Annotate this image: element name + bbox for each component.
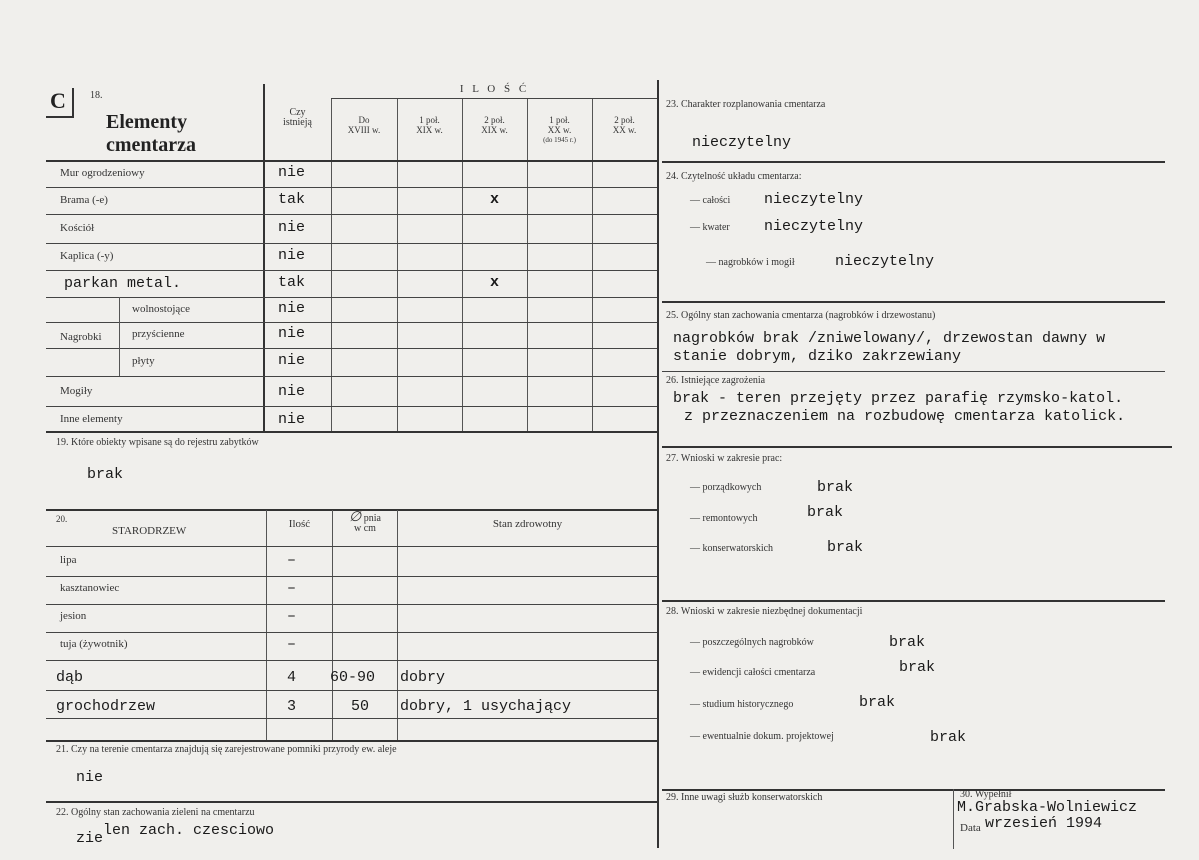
- element-row-label: Kaplica (-y): [60, 249, 114, 262]
- s30-name: M.Grabska-Wolniewicz: [957, 799, 1138, 816]
- s27-row-value: brak: [827, 539, 864, 556]
- period-line-2: XIX w.: [481, 125, 508, 135]
- ilosc-rule: [331, 98, 657, 99]
- row-rule: [46, 406, 657, 407]
- s20-health-header: Stan zdrowotny: [492, 518, 563, 530]
- period-line-1: 2 poł.: [484, 115, 505, 125]
- tree-qty: –: [287, 552, 297, 569]
- s28-row-value: brak: [930, 729, 967, 746]
- element-exists-value: tak: [278, 190, 306, 208]
- period-line-2: XX w.: [547, 125, 572, 135]
- row-rule: [46, 718, 657, 719]
- element-row-label: Mur ogrodzeniowy: [60, 166, 145, 179]
- s25-line1: nagrobków brak /zniwelowany/, drzewostan dawny w: [673, 330, 1106, 347]
- period-header: [331, 115, 397, 135]
- s20-number: 20.: [56, 514, 68, 524]
- tree-diameter: 60-90: [330, 669, 376, 686]
- rule: [46, 801, 657, 803]
- row-rule: [46, 243, 657, 244]
- tree-name: jesion: [60, 610, 87, 622]
- section-number: 18.: [90, 90, 103, 101]
- element-row-label: Kościół: [60, 221, 95, 234]
- tree-name: lipa: [60, 554, 77, 566]
- row-rule: [46, 214, 657, 215]
- col-divider: [527, 98, 528, 431]
- s19-label: 19. Które obiekty wpisane są do rejestru zabytków: [56, 437, 259, 448]
- s27-row-label: — porządkowych: [690, 482, 762, 493]
- nagrobki-exists-value: nie: [278, 299, 306, 317]
- period-line-1: 2 poł.: [614, 115, 635, 125]
- period-line-2: XX w.: [612, 125, 637, 135]
- s24-label: 24. Czytelność układu cmentarza:: [666, 171, 802, 182]
- s24-row-value: nieczytelny: [835, 253, 935, 270]
- rule: [662, 161, 1165, 163]
- s23-label: 23. Charakter rozplanowania cmentarza: [666, 99, 826, 110]
- col-divider: [266, 510, 267, 740]
- s28-row-value: brak: [859, 694, 896, 711]
- period-line-1: 1 poł.: [549, 115, 570, 125]
- s20-diam-header: [334, 510, 396, 534]
- s30-date: wrzesień 1994: [985, 815, 1103, 832]
- nagrobki-row-label: przyścienne: [132, 328, 185, 340]
- rule: [662, 301, 1165, 303]
- period-header: [527, 115, 592, 145]
- s28-row-value: brak: [899, 659, 936, 676]
- s19-value: brak: [87, 466, 124, 483]
- s24-row-label: — całości: [690, 195, 731, 206]
- s30-label: 30. Wypełnił: [960, 789, 1012, 800]
- row-rule: [46, 348, 657, 349]
- s24-row-label: — nagrobków i mogił: [706, 257, 795, 268]
- tree-health: dobry: [400, 669, 446, 686]
- s28-row-label: — ewentualnie dokum. projektowej: [690, 731, 834, 742]
- s28-row-label: — studium historycznego: [690, 699, 794, 710]
- tree-qty: –: [287, 636, 297, 653]
- col-divider: [332, 510, 333, 740]
- rule: [46, 740, 657, 742]
- row-rule: [46, 297, 657, 298]
- s20-diam-1: pnia: [363, 513, 381, 524]
- row-rule: [46, 187, 657, 188]
- tree-qty: 3: [287, 698, 297, 715]
- s26-line2: z przeznaczeniem na rozbudowę cmentarza katolick.: [684, 408, 1126, 425]
- element-exists-value: nie: [278, 246, 306, 264]
- s21-label: 21. Czy na terenie cmentarza znajdują się zarejestrowane pomniki przyrody ew. aleje: [56, 744, 397, 755]
- nagrobki-row-label: płyty: [132, 355, 155, 367]
- element-row-label: Inne elementy: [60, 412, 123, 425]
- period-line-2: XVIII w.: [347, 125, 381, 135]
- element-exists-value: nie: [278, 410, 306, 428]
- exists-header-1: Czy: [289, 107, 306, 118]
- s27-row-label: — remontowych: [690, 513, 758, 524]
- period-line-1: Do: [358, 115, 370, 125]
- s22-value-a: zie: [76, 830, 104, 847]
- row-rule: [46, 160, 657, 162]
- s25-label: 25. Ogólny stan zachowania cmentarza (nagrobków i drzewostanu): [666, 310, 936, 321]
- period-line-3: (do 1945 r.): [543, 136, 576, 144]
- tree-name: kasztanowiec: [60, 582, 120, 594]
- diameter-icon: ∅: [349, 510, 362, 525]
- element-exists-value: nie: [278, 218, 306, 236]
- nagrobki-row-label: wolnostojące: [132, 302, 191, 315]
- s22-value-b: len: [103, 822, 131, 839]
- rule: [662, 371, 1165, 372]
- s28-label: 28. Wnioski w zakresie niezbędnej dokumentacji: [666, 606, 863, 617]
- row-rule: [46, 690, 657, 691]
- s20-qty-header: Ilość: [288, 518, 311, 530]
- row-rule: [46, 632, 657, 633]
- s22-value-c: zach. czesciowo: [130, 822, 275, 839]
- tree-qty: –: [287, 580, 297, 597]
- s20-title: STARODRZEW: [112, 525, 187, 537]
- s27-row-value: brak: [817, 479, 854, 496]
- element-exists-value: nie: [278, 163, 306, 181]
- tree-health: dobry, 1 usychający: [400, 698, 572, 715]
- col-divider: [331, 98, 332, 431]
- tree-diameter: 50: [351, 698, 370, 715]
- element-row-label: Mogiły: [60, 385, 93, 397]
- s20-diam-2: w cm: [354, 523, 376, 534]
- row-rule: [46, 576, 657, 577]
- s28-row-label: — ewidencji całości cmentarza: [690, 667, 816, 678]
- s21-value: nie: [76, 769, 104, 786]
- element-exists-value: nie: [278, 383, 306, 400]
- element-row-label: parkan metal.: [64, 274, 182, 292]
- s26-line1: brak - teren przejęty przez parafię rzymsko-katol.: [673, 390, 1124, 407]
- s25-line2: stanie dobrym, dziko zakrzewiany: [673, 348, 962, 365]
- exists-col-divider: [263, 84, 265, 431]
- s24-row-label: — kwater: [690, 222, 730, 233]
- tree-name: grochodrzew: [56, 698, 156, 715]
- row-rule: [46, 660, 657, 661]
- col-divider: [397, 98, 398, 431]
- rule: [46, 546, 657, 547]
- period-header: [397, 115, 462, 135]
- col-divider: [462, 98, 463, 431]
- nagrobki-label: Nagrobki: [60, 331, 102, 343]
- exists-header-2: istnieją: [283, 117, 312, 128]
- tree-qty: 4: [287, 669, 297, 686]
- s28-row-value: brak: [889, 634, 926, 651]
- section-title-1: Elementy: [106, 111, 188, 133]
- period-header: [462, 115, 527, 135]
- s27-row-label: — konserwatorskich: [690, 543, 774, 554]
- rule: [662, 789, 1165, 791]
- s27-label: 27. Wnioski w zakresie prac:: [666, 453, 783, 464]
- element-mark: x: [490, 190, 500, 208]
- s23-value: nieczytelny: [692, 134, 792, 151]
- s27-row-value: brak: [807, 504, 844, 521]
- period-line-2: XIX w.: [416, 125, 443, 135]
- period-header: [592, 115, 657, 135]
- s28-row-label: — poszczególnych nagrobków: [690, 637, 814, 648]
- col-divider: [119, 297, 120, 376]
- s30-date-label: Data: [960, 822, 981, 834]
- s24-row-value: nieczytelny: [764, 191, 864, 208]
- s22-label: 22. Ogólny stan zachowania zieleni na cmentarzu: [56, 807, 255, 818]
- rule: [662, 600, 1165, 602]
- section-title-2: cmentarza: [106, 134, 196, 156]
- row-rule: [46, 270, 657, 271]
- ilosc-header: I L O Ś Ć: [459, 83, 530, 95]
- element-row-label: Brama (-e): [60, 193, 108, 206]
- row-rule: [46, 604, 657, 605]
- tree-name: tuja (żywotnik): [60, 638, 128, 650]
- s26-label: 26. Istniejące zagrożenia: [666, 375, 766, 386]
- col-divider: [397, 510, 398, 740]
- period-line-1: 1 poł.: [419, 115, 440, 125]
- exists-header: [264, 108, 331, 128]
- element-mark: x: [490, 273, 500, 291]
- s30-divider: [953, 789, 954, 849]
- section-c-letter: C: [50, 88, 66, 113]
- row-rule: [46, 322, 657, 323]
- row-rule: [46, 376, 657, 377]
- col-divider: [592, 98, 593, 431]
- s29-label: 29. Inne uwagi służb konserwatorskich: [666, 792, 823, 803]
- central-divider: [657, 80, 659, 848]
- element-exists-value: tak: [278, 273, 306, 291]
- tree-qty: –: [287, 608, 297, 625]
- rule: [46, 431, 657, 433]
- rule: [662, 446, 1172, 448]
- s24-row-value: nieczytelny: [764, 218, 864, 235]
- s22-value: [76, 822, 275, 847]
- tree-name: dąb: [56, 669, 84, 686]
- nagrobki-exists-value: nie: [278, 352, 306, 369]
- nagrobki-exists-value: nie: [278, 325, 306, 342]
